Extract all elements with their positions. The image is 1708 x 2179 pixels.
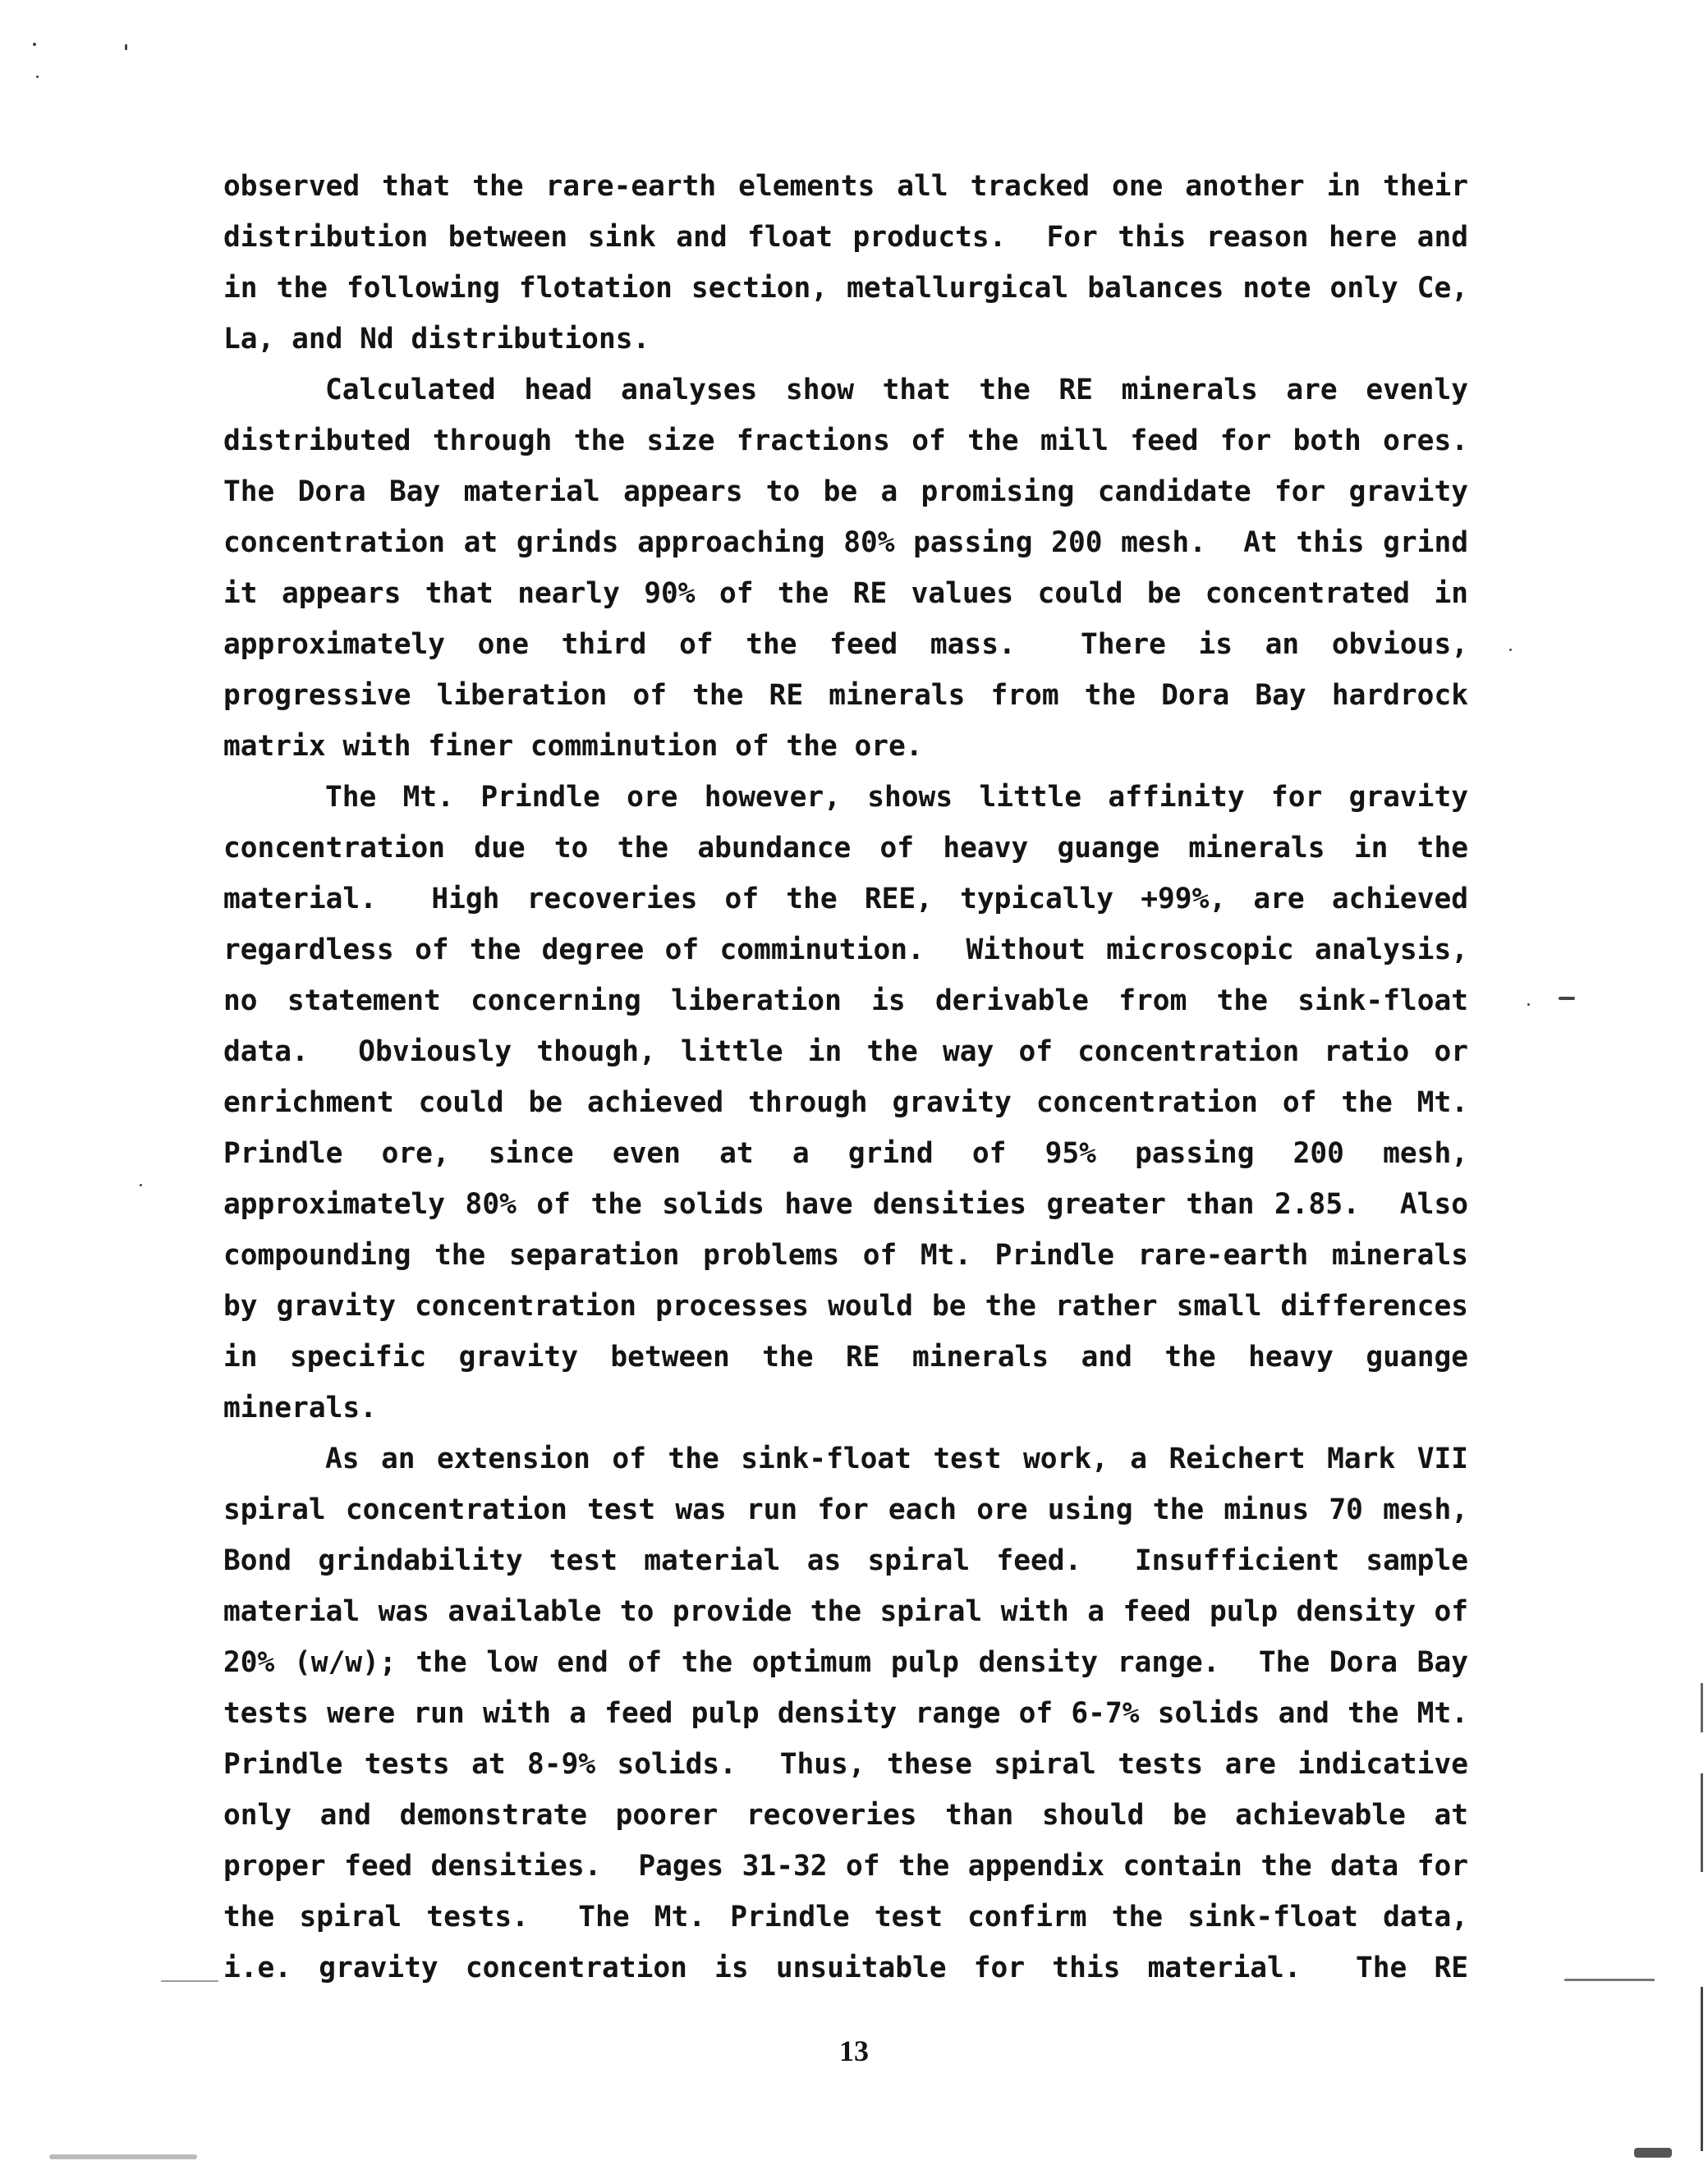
text-line: spiral concentration test was run for each ore using the minus 70 mesh, [223,1493,1468,1526]
scan-speck [1509,649,1512,651]
text-line: concentration due to the abundance of heavy guange minerals in the [223,832,1468,865]
text-line: The Dora Bay material appears to be a promising candidate for gravity [223,475,1468,508]
scan-speck [1559,997,1575,1000]
text-line: approximately one third of the feed mass. There is an obvious, [223,628,1468,661]
text-line: i.e. gravity concentration is unsuitable for this material. The RE [223,1952,1468,1984]
page-number: 13 [839,2034,869,2067]
text-line: concentration at grinds approaching 80% passing 200 mesh. At this grind [223,526,1468,559]
scan-speck [1527,1003,1530,1006]
scan-edge-mark [1701,1987,1703,2151]
text-line: Prindle tests at 8-9% solids. Thus, these spiral tests are indicative [223,1748,1468,1781]
text-line: compounding the separation problems of Mt. Prindle rare-earth minerals [223,1239,1468,1272]
scan-edge-mark [1701,1683,1703,1732]
scan-speck [125,44,127,50]
paragraph-4 [223,1434,1468,1993]
paragraph-1 [223,161,1468,365]
text-line: only and demonstrate poorer recoveries than should be achievable at [223,1799,1468,1832]
text-line: approximately 80% of the solids have densities greater than 2.85. Also [223,1188,1468,1221]
text-line: 20% (w/w); the low end of the optimum pulp density range. The Dora Bay [223,1646,1468,1679]
text-line: regardless of the degree of comminution. Without microscopic analysis, [223,934,1468,966]
text-line: in specific gravity between the RE minerals and the heavy guange [223,1341,1468,1374]
text-line: Bond grindability test material as spiral feed. Insufficient sample [223,1544,1468,1577]
text-line: As an extension of the sink-float test work, a Reichert Mark VII [325,1443,1468,1475]
text-line: in the following flotation section, metallurgical balances note only Ce, [223,272,1468,305]
scan-speck [33,43,36,46]
text-line: Prindle ore, since even at a grind of 95% passing 200 mesh, [223,1137,1468,1170]
text-line: distributed through the size fractions of the mill feed for both ores. [223,424,1468,457]
text-line: by gravity concentration processes would be the rather small differences [223,1290,1468,1323]
scan-speck [36,76,39,78]
text-line: material. High recoveries of the REE, typically +99%, are achieved [223,883,1468,915]
text-line: the spiral tests. The Mt. Prindle test confirm the sink-float data, [223,1901,1468,1934]
text-line: distribution between sink and float products. For this reason here and [223,221,1468,254]
text-line: no statement concerning liberation is derivable from the sink-float [223,984,1468,1017]
paragraph-3 [223,772,1468,1434]
text-line: data. Obviously though, little in the way of concentration ratio or [223,1035,1468,1068]
text-line: enrichment could be achieved through gravity concentration of the Mt. [223,1086,1468,1119]
scan-speck [49,2154,197,2159]
scan-speck [1634,2148,1672,2158]
text-line: progressive liberation of the RE minerals from the Dora Bay hardrock [223,679,1468,712]
scan-speck [140,1184,142,1186]
text-line: observed that the rare-earth elements all tracked one another in their [223,170,1468,203]
text-line: proper feed densities. Pages 31-32 of the appendix contain the data for [223,1850,1468,1883]
text-line: minerals. [223,1392,377,1424]
text-line: material was available to provide the spiral with a feed pulp density of [223,1595,1468,1628]
text-line: The Mt. Prindle ore however, shows little affinity for gravity [325,781,1468,814]
text-line: matrix with finer comminution of the ore. [223,730,923,763]
text-line: it appears that nearly 90% of the RE values could be concentrated in [223,577,1468,610]
text-line: Calculated head analyses show that the RE minerals are evenly [325,374,1468,406]
scan-edge-mark [1701,1773,1703,1872]
scan-speck [161,1980,218,1982]
text-line: tests were run with a feed pulp density range of 6-7% solids and the Mt. [223,1697,1468,1730]
body-text [223,161,1468,1993]
paragraph-2 [223,365,1468,772]
scan-speck [1564,1979,1655,1981]
text-line: La, and Nd distributions. [223,323,650,356]
